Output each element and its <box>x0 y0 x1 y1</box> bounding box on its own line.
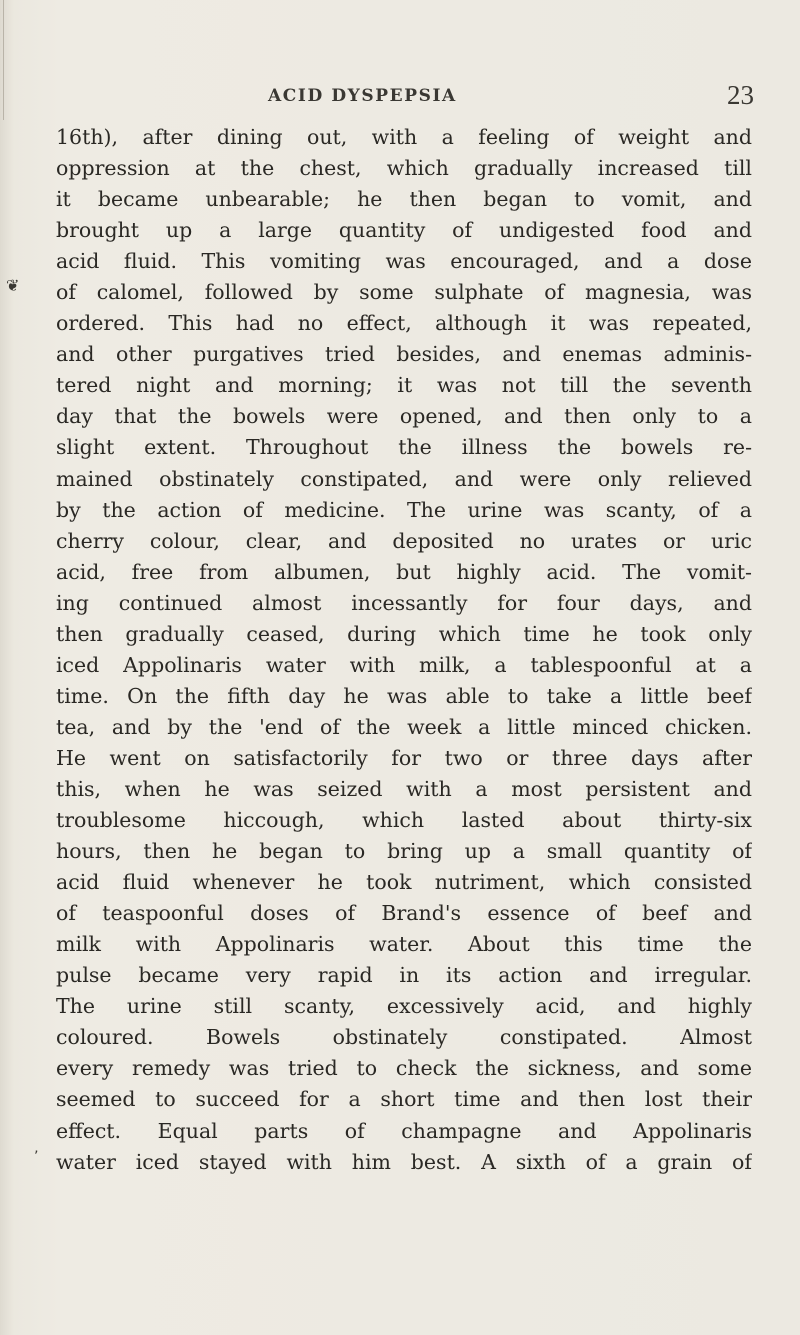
text-line: day that the bowels were opened, and then only to a <box>56 404 752 429</box>
text-line: cherry colour, clear, and deposited no urates or uric <box>56 528 752 553</box>
text-line: mained obstinately constipated, and were only relieved <box>56 466 752 491</box>
running-head <box>0 80 800 116</box>
text-line: by the action of medicine. The urine was scanty, of a <box>56 497 752 522</box>
margin-mark-icon: ’ <box>34 1149 39 1165</box>
text-line: coloured. Bowels obstinately constipated. Almost <box>56 1025 752 1050</box>
text-line: He went on satisfactorily for two or three days after <box>56 745 752 770</box>
text-line: milk with Appolinaris water. About this time the <box>56 932 752 957</box>
text-line: ing continued almost incessantly for four days, and <box>56 590 752 615</box>
text-line: acid fluid whenever he took nutriment, which consisted <box>56 870 752 895</box>
text-line: tered night and morning; it was not till the seventh <box>56 373 752 398</box>
text-line: 16th), after dining out, with a feeling of weight and <box>56 125 752 149</box>
text-line: this, when he was seized with a most persistent and <box>56 776 752 801</box>
text-line: pulse became very rapid in its action and irregular. <box>56 963 752 988</box>
margin-mark-icon: ❦ <box>6 276 20 295</box>
text-line: acid fluid. This vomiting was encouraged, and a dose <box>56 249 752 274</box>
text-line: slight extent. Throughout the illness the bowels re- <box>56 435 752 460</box>
text-line: acid, free from albumen, but highly acid. The vomit- <box>56 559 752 584</box>
text-line: time. On the fifth day he was able to take a little beef <box>56 683 752 708</box>
text-line: effect. Equal parts of champagne and Appolinaris <box>56 1118 752 1143</box>
text-line: The urine still scanty, excessively acid, and highly <box>56 994 752 1019</box>
text-line: hours, then he began to bring up a small quantity of <box>56 839 752 864</box>
page-number: 23 <box>727 80 754 110</box>
text-line: tea, and by the 'end of the week a little minced chicken. <box>56 714 752 739</box>
text-line: seemed to succeed for a short time and then lost their <box>56 1087 752 1112</box>
text-line: water iced stayed with him best. A sixth of a grain of <box>56 1149 752 1174</box>
body-text <box>56 122 752 1178</box>
running-head-title: ACID DYSPEPSIA <box>268 86 457 106</box>
text-line: iced Appolinaris water with milk, a tablespoonful at a <box>56 652 752 677</box>
text-line: every remedy was tried to check the sickness, and some <box>56 1056 752 1081</box>
text-line: and other purgatives tried besides, and enemas adminis- <box>56 342 752 367</box>
text-line: then gradually ceased, during which time he took only <box>56 621 752 646</box>
text-line: of teaspoonful doses of Brand's essence of beef and <box>56 901 752 926</box>
text-line: oppression at the chest, which gradually increased till <box>56 156 752 181</box>
text-line: ordered. This had no effect, although it was repeated, <box>56 311 752 336</box>
text-line: brought up a large quantity of undigested food and <box>56 218 752 243</box>
text-line: it became unbearable; he then began to vomit, and <box>56 187 752 212</box>
text-line: of calomel, followed by some sulphate of magnesia, was <box>56 280 752 305</box>
text-line: troublesome hiccough, which lasted about thirty-six <box>56 808 752 833</box>
